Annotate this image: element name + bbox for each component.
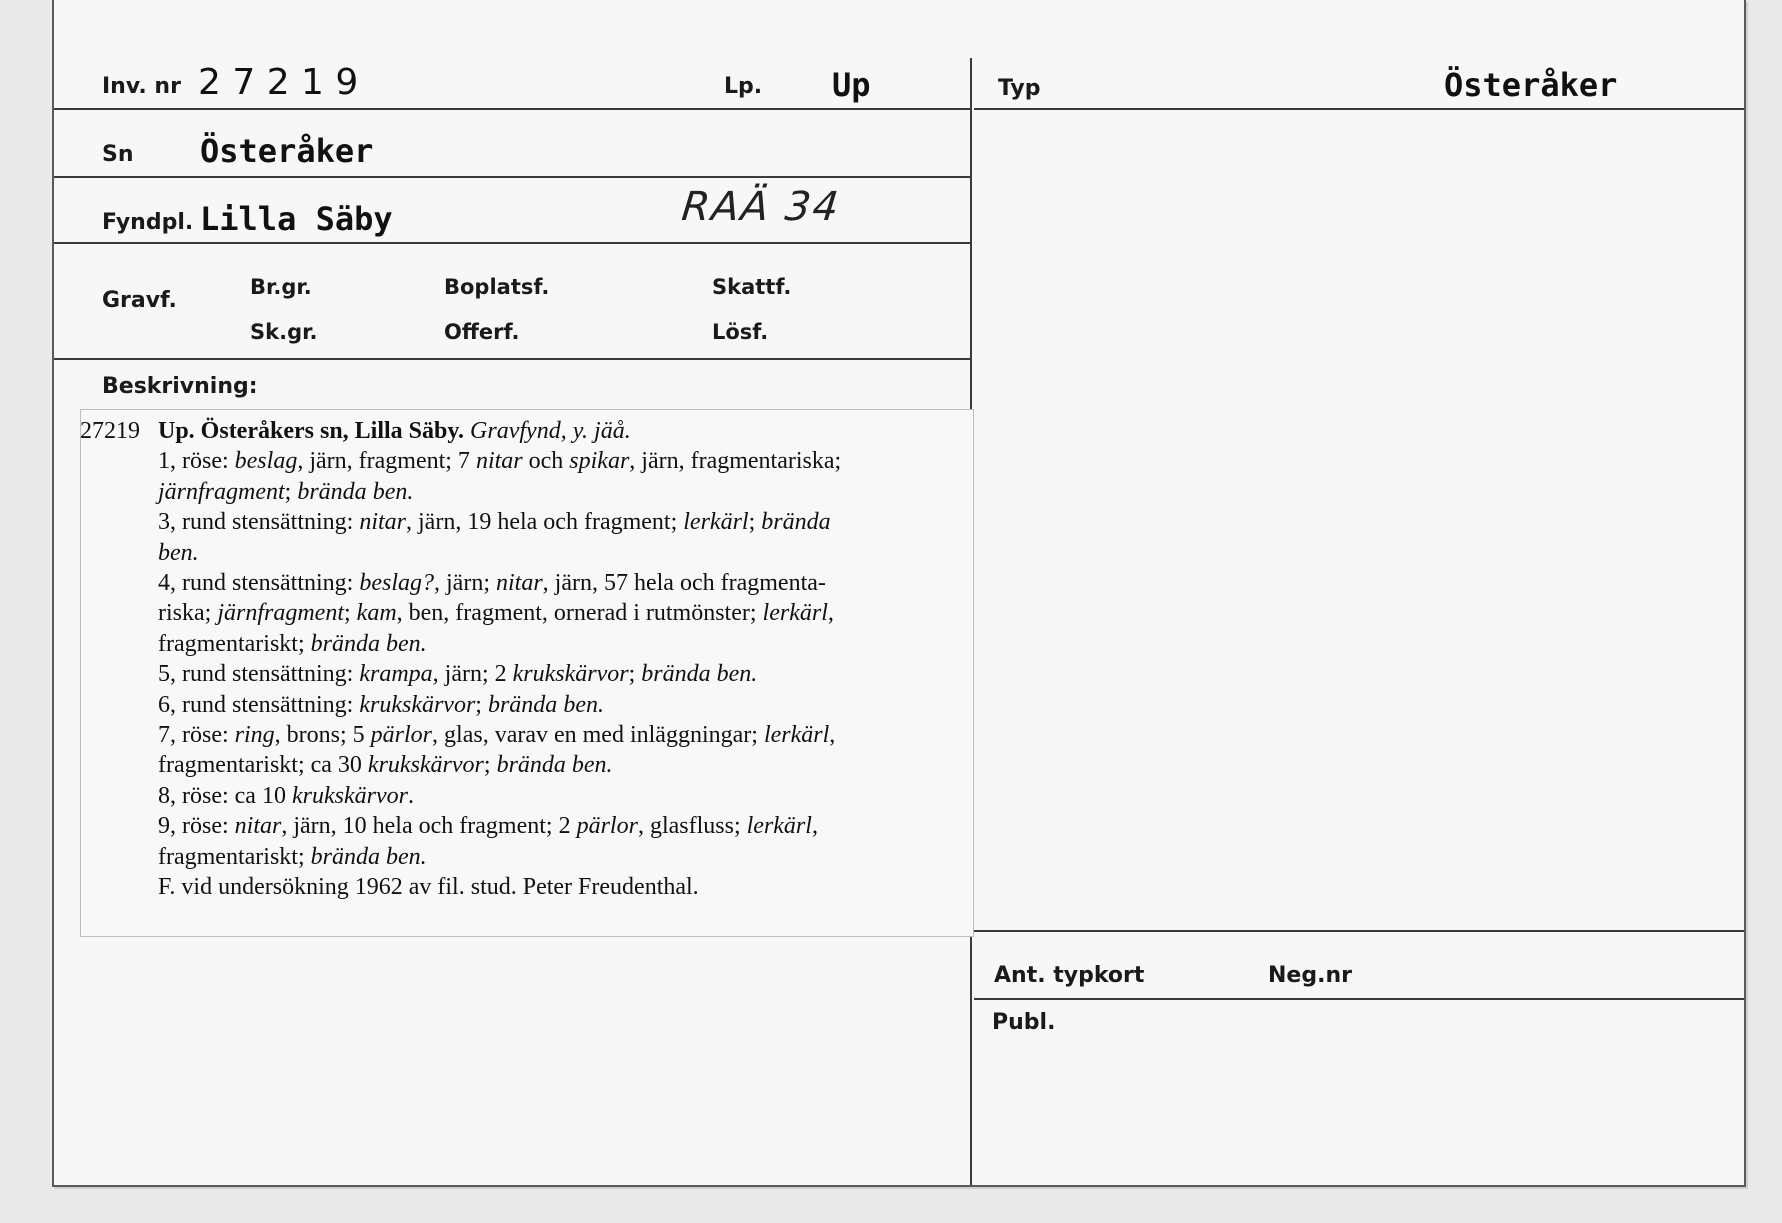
fyndpl-label: Fyndpl. xyxy=(102,210,194,235)
entry-line: riska; järnfragment; kam, ben, fragment, ornerad i rutmönster; lerkärl, xyxy=(158,600,834,627)
entry-line: fragmentariskt; ca 30 krukskärvor; brända ben. xyxy=(158,752,613,779)
fyndpl-value: Lilla Säby xyxy=(200,200,393,238)
entry-line: 9, röse: nitar, järn, 10 hela och fragment; 2 pärlor, glasfluss; lerkärl, xyxy=(158,813,818,840)
entry-line: 5, rund stensättning: krampa, järn; 2 krukskärvor; brända ben. xyxy=(158,661,758,688)
skgr-label: Sk.gr. xyxy=(250,320,318,344)
sn-value: Österåker xyxy=(200,132,374,170)
inv-label: Inv. nr xyxy=(102,74,181,99)
lp-label: Lp. xyxy=(724,74,763,99)
gravf-label: Gravf. xyxy=(102,288,177,313)
entry-line: 1, röse: beslag, järn, fragment; 7 nitar och spikar, järn, fragmentariska; xyxy=(158,448,842,475)
neg-nr-label: Neg.nr xyxy=(1268,963,1352,988)
skattf-label: Skattf. xyxy=(712,275,792,299)
beskrivning-label: Beskrivning: xyxy=(102,374,258,399)
entry-line: F. vid undersökning 1962 av fil. stud. Peter Freudenthal. xyxy=(158,874,699,901)
typ-value: Österåker xyxy=(1444,66,1618,104)
rule-inv xyxy=(54,108,970,110)
rule-sn xyxy=(54,176,970,178)
entry-line: 3, rund stensättning: nitar, järn, 19 hela och fragment; lerkärl; brända xyxy=(158,509,831,536)
losf-label: Lösf. xyxy=(712,320,769,344)
entry-heading-bold: Up. Österåkers sn, Lilla Säby. xyxy=(158,418,465,444)
entry-line: 4, rund stensättning: beslag?, järn; nitar, järn, 57 hela och fragmenta- xyxy=(158,570,826,597)
brgr-label: Br.gr. xyxy=(250,275,312,299)
typ-label: Typ xyxy=(998,76,1041,101)
rule-category xyxy=(54,358,970,360)
publ-label: Publ. xyxy=(992,1010,1056,1035)
entry-line: 6, rund stensättning: krukskärvor; brända ben. xyxy=(158,691,604,718)
entry-line: 8, röse: ca 10 krukskärvor. xyxy=(158,782,414,809)
offerf-label: Offerf. xyxy=(444,320,520,344)
entry-number: 27219 xyxy=(80,418,140,444)
inv-number: 2 7 2 1 9 xyxy=(198,62,359,103)
description-entry xyxy=(80,416,960,903)
lp-value: Up xyxy=(832,66,871,104)
entry-heading-italic: Gravfynd, y. jäå. xyxy=(470,418,631,444)
handwritten-raa-number: RAÄ 34 xyxy=(679,184,843,230)
rule-fyndpl xyxy=(54,242,970,244)
rule-typ xyxy=(974,108,1744,110)
sn-label: Sn xyxy=(102,142,134,167)
entry-line: ben. xyxy=(158,539,199,566)
entry-line: järnfragment; brända ben. xyxy=(158,478,414,505)
entry-line: fragmentariskt; brända ben. xyxy=(158,630,427,657)
entry-line: 7, röse: ring, brons; 5 pärlor, glas, varav en med inläggningar; lerkärl, xyxy=(158,722,836,749)
rule-footer-mid xyxy=(974,998,1744,1000)
entry-line: fragmentariskt; brända ben. xyxy=(158,843,427,870)
entry-heading xyxy=(80,416,960,446)
boplatsf-label: Boplatsf. xyxy=(444,275,550,299)
rule-footer-top xyxy=(974,930,1744,932)
ant-typkort-label: Ant. typkort xyxy=(994,963,1145,988)
